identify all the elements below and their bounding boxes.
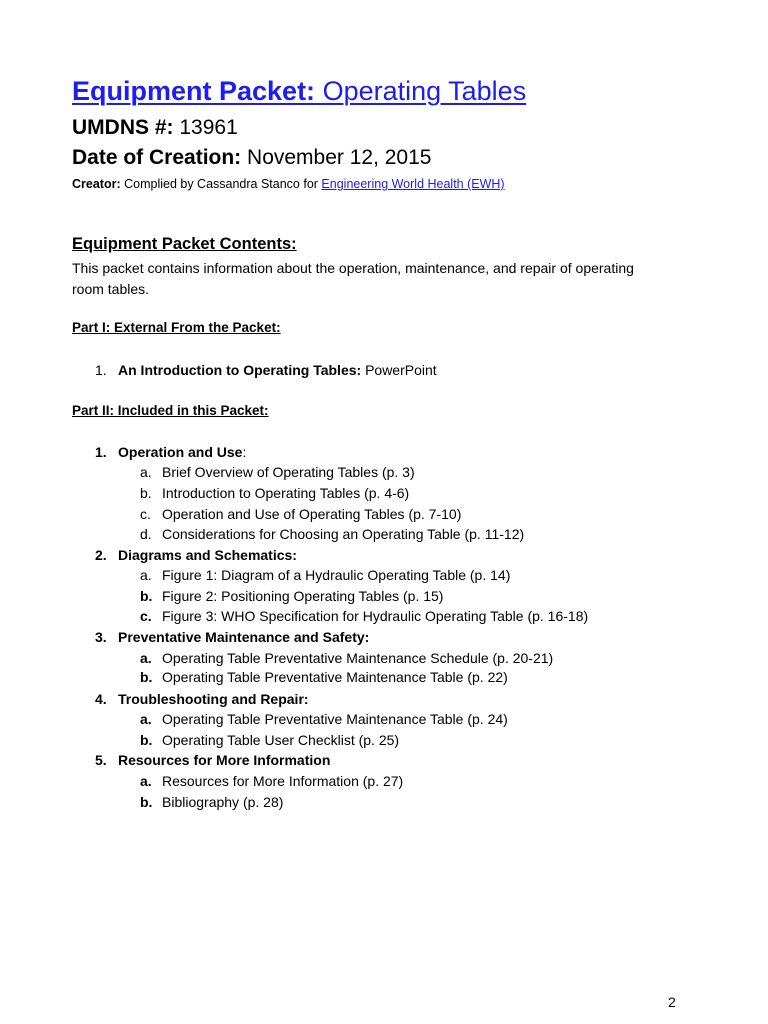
item-text: Figure 2: Positioning Operating Tables (p. 15) xyxy=(162,588,444,604)
item-label: An Introduction to Operating Tables: xyxy=(118,362,362,378)
item-letter: c. xyxy=(140,608,152,624)
item-text: Brief Overview of Operating Tables (p. 3) xyxy=(162,464,415,480)
item-letter: a. xyxy=(140,773,152,789)
item-letter: b. xyxy=(140,732,153,748)
section-number: 2. xyxy=(95,547,107,563)
section-suffix: : xyxy=(242,444,247,460)
contents-intro xyxy=(72,258,702,300)
part2-heading: Part II: Included in this Packet: xyxy=(72,403,269,418)
item-letter: b. xyxy=(140,588,153,604)
umdns-line xyxy=(72,116,238,140)
item-text: Operation and Use of Operating Tables (p. 7-10) xyxy=(162,506,462,522)
intro-line-2: room tables. xyxy=(72,281,150,297)
item-letter: d. xyxy=(140,526,152,542)
item-letter: b. xyxy=(140,794,153,810)
title-bold: Equipment Packet: xyxy=(72,76,316,106)
item-text: Operating Table User Checklist (p. 25) xyxy=(162,732,400,748)
umdns-label: UMDNS #: xyxy=(72,116,174,139)
date-value: November 12, 2015 xyxy=(241,146,432,169)
item-letter: b. xyxy=(140,669,153,685)
section-label: Diagrams and Schematics: xyxy=(118,547,297,563)
item-number: 1. xyxy=(95,362,107,378)
item-text: Considerations for Choosing an Operating Table (p. 11-12) xyxy=(162,526,525,542)
creator-label: Creator: xyxy=(72,177,121,191)
item-letter: b. xyxy=(140,485,152,501)
item-extra: PowerPoint xyxy=(361,362,437,378)
item-text: Figure 1: Diagram of a Hydraulic Operating Table (p. 14) xyxy=(162,567,511,583)
section-label: Preventative Maintenance and Safety: xyxy=(118,629,370,645)
item-letter: a. xyxy=(140,650,152,666)
item-letter: a. xyxy=(140,711,152,727)
date-line xyxy=(72,146,431,170)
item-text: Resources for More Information (p. 27) xyxy=(162,773,404,789)
item-letter: a. xyxy=(140,464,152,480)
section-number: 3. xyxy=(95,629,107,645)
date-label: Date of Creation: xyxy=(72,146,242,169)
item-letter: a. xyxy=(140,567,152,583)
item-text: Operating Table Preventative Maintenance Table (p. 24) xyxy=(162,711,508,727)
section-label: Troubleshooting and Repair: xyxy=(118,691,309,707)
intro-line-1: This packet contains information about the operation, maintenance, and repair of operating xyxy=(72,260,634,276)
section-label: Resources for More Information xyxy=(118,752,331,768)
contents-heading: Equipment Packet Contents: xyxy=(72,235,297,253)
umdns-value: 13961 xyxy=(173,116,238,139)
section-number: 5. xyxy=(95,752,107,768)
title-rest: Operating Tables xyxy=(315,76,527,106)
section-number: 1. xyxy=(95,444,107,460)
page-title xyxy=(72,76,526,107)
part1-heading: Part I: External From the Packet: xyxy=(72,320,281,335)
ewh-link[interactable]: Engineering World Health (EWH) xyxy=(321,177,505,191)
creator-text: Complied by Cassandra Stanco for xyxy=(120,177,322,191)
creator-line xyxy=(72,177,505,191)
item-letter: c. xyxy=(140,506,151,522)
item-text: Operating Table Preventative Maintenance Schedule (p. 20-21) xyxy=(162,650,554,666)
item-text: Figure 3: WHO Specification for Hydraulic Operating Table (p. 16-18) xyxy=(162,608,589,624)
section-number: 4. xyxy=(95,691,107,707)
item-text: Introduction to Operating Tables (p. 4-6) xyxy=(162,485,410,501)
item-text: Bibliography (p. 28) xyxy=(162,794,284,810)
section-label: Operation and Use xyxy=(118,444,243,460)
page-number: 2 xyxy=(668,994,676,1010)
item-text: Operating Table Preventative Maintenance Table (p. 22) xyxy=(162,669,508,685)
